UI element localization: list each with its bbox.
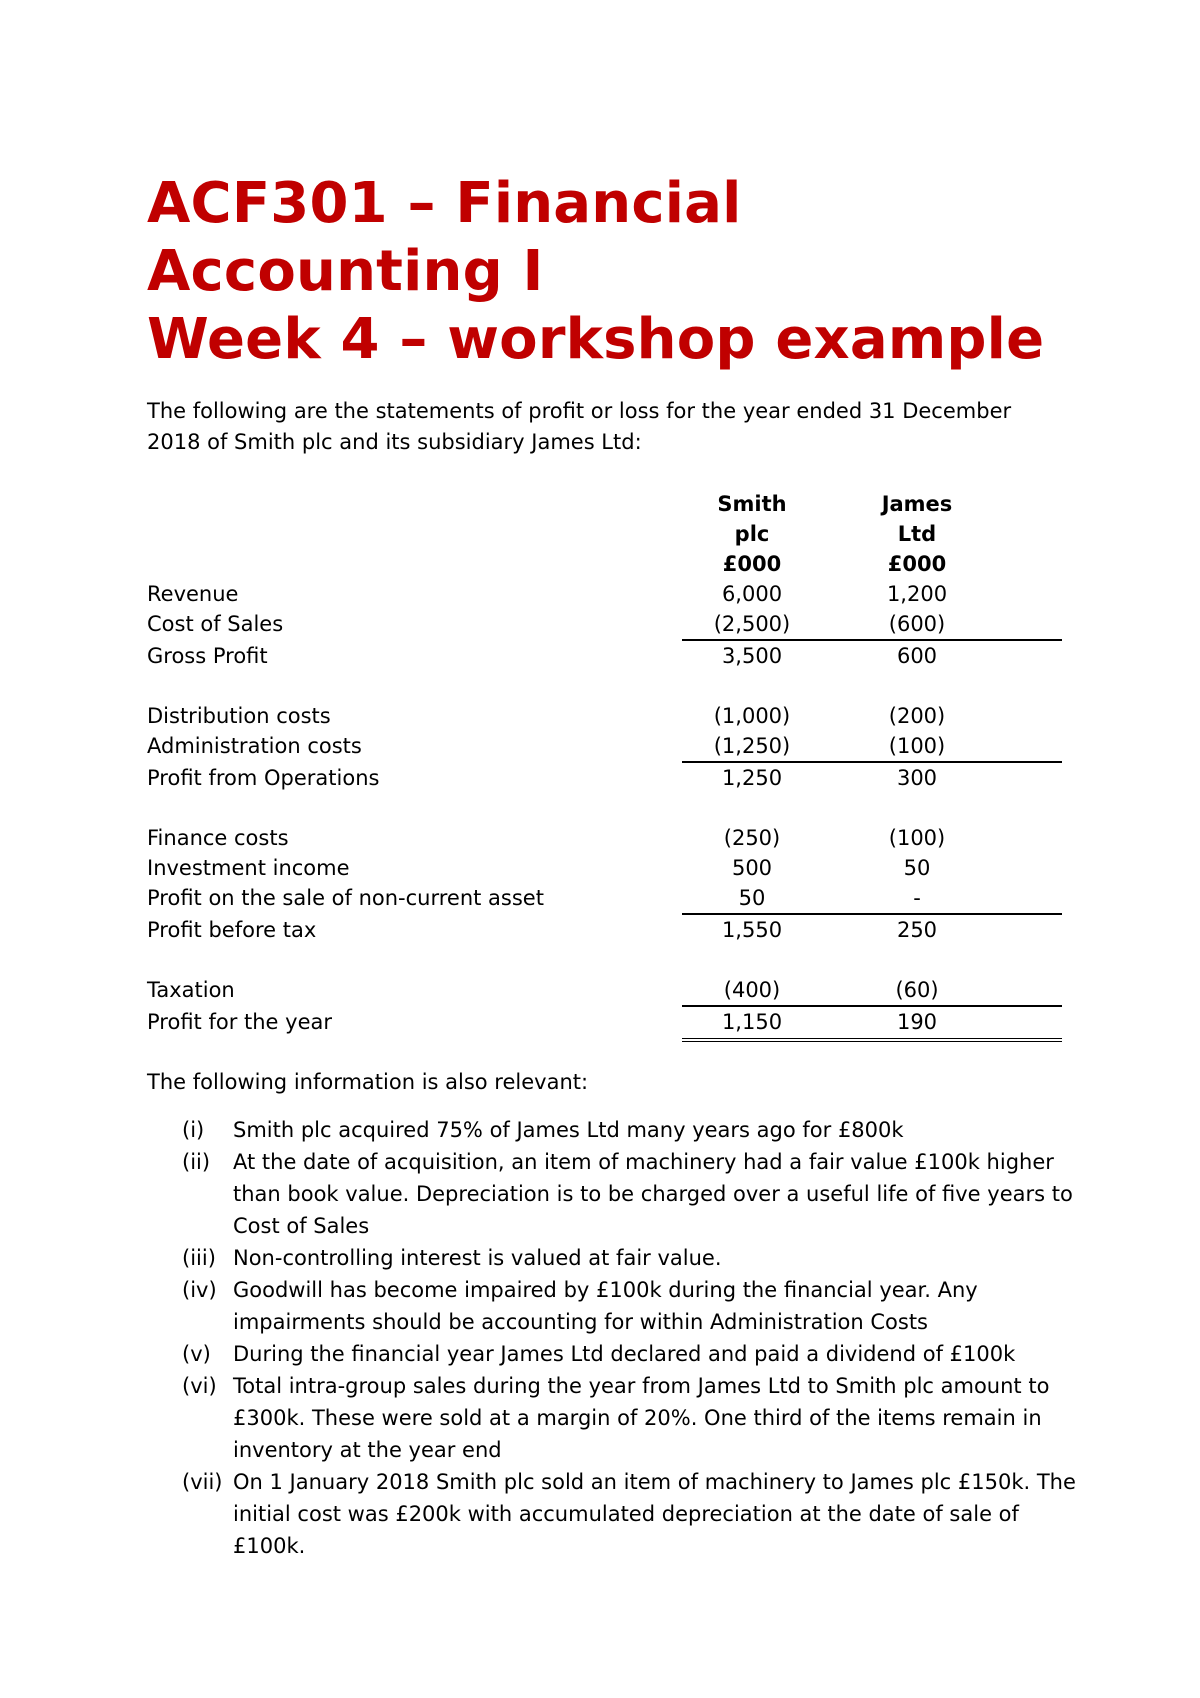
note-text: Goodwill has become impaired by £100k during the financial year. Any impairments should be accounting for within Administration Costs [233, 1278, 978, 1334]
row-label: Distribution costs [147, 704, 331, 728]
james-value: 300 [896, 766, 938, 790]
james-value: 250 [896, 918, 938, 942]
title-line-2: Accounting I [147, 239, 544, 304]
list-item [147, 1466, 1087, 1562]
info-heading: The following information is also relevant: [147, 1070, 589, 1094]
list-item [147, 1370, 1087, 1466]
list-item [147, 1338, 1087, 1370]
note-number: (iv) [182, 1278, 217, 1302]
row-label: Cost of Sales [147, 612, 284, 636]
title-line-3: Week 4 – workshop example [147, 307, 1045, 372]
note-number: (vii) [182, 1470, 223, 1494]
smith-value: 1,250 [721, 766, 783, 790]
smith-value: 500 [731, 856, 773, 880]
list-item [147, 1274, 1087, 1338]
note-text: Non-controlling interest is valued at fair value. [233, 1246, 722, 1270]
row-label: Gross Profit [147, 644, 268, 668]
row-label: Taxation [147, 978, 235, 1002]
row-label: Revenue [147, 582, 239, 606]
table-row [147, 579, 948, 609]
table-row [147, 701, 946, 731]
smith-value: (2,500) [713, 612, 791, 636]
note-text: During the financial year James Ltd declared and paid a dividend of £100k [233, 1342, 1016, 1366]
list-item [147, 1146, 1087, 1242]
james-value: (100) [888, 826, 946, 850]
note-number: (i) [182, 1118, 205, 1142]
smith-value: (250) [723, 826, 781, 850]
james-value: 600 [896, 644, 938, 668]
row-label: Investment income [147, 856, 350, 880]
table-header-row [147, 489, 953, 519]
table-row [147, 641, 938, 671]
header-smith-unit: £000 [722, 552, 782, 576]
row-label: Administration costs [147, 734, 362, 758]
smith-value: 1,150 [721, 1010, 783, 1034]
total-double-rule [682, 1038, 1062, 1042]
note-text: Total intra-group sales during the year from James Ltd to Smith plc amount to £300k. These were sold at a margin of 20%. One third of the items remain in inventory at the year end [233, 1374, 1050, 1462]
smith-value: (1,250) [713, 734, 791, 758]
note-text: On 1 January 2018 Smith plc sold an item of machinery to James plc £150k. The initial cost was £200k with accumulated depreciation at the date of sale of £100k. [233, 1470, 1076, 1558]
header-james: James [881, 492, 953, 516]
james-value: 50 [903, 856, 931, 880]
table-header-row [147, 549, 947, 579]
note-number: (ii) [182, 1150, 211, 1174]
header-smith: Smith [717, 492, 787, 516]
james-value: (60) [895, 978, 939, 1002]
row-label: Profit for the year [147, 1010, 332, 1034]
table-row [147, 823, 946, 853]
header-smith: plc [734, 522, 770, 546]
title-line-1: ACF301 – Financial [147, 171, 742, 236]
table-row [147, 763, 938, 793]
table-header-row [147, 519, 937, 549]
smith-value: 3,500 [721, 644, 783, 668]
table-row [147, 731, 946, 761]
table-row [147, 1007, 938, 1037]
note-number: (vi) [182, 1374, 217, 1398]
james-value: - [913, 886, 921, 910]
note-number: (iii) [182, 1246, 216, 1270]
james-value: (200) [888, 704, 946, 728]
header-james-unit: £000 [887, 552, 947, 576]
james-value: (100) [888, 734, 946, 758]
james-value: 1,200 [886, 582, 948, 606]
smith-value: (400) [723, 978, 781, 1002]
list-item [147, 1114, 1087, 1146]
table-row [147, 915, 938, 945]
smith-value: 50 [738, 886, 766, 910]
table-row [147, 609, 946, 639]
smith-value: (1,000) [713, 704, 791, 728]
table-row [147, 883, 921, 913]
notes-list [147, 1114, 1087, 1562]
note-text: Smith plc acquired 75% of James Ltd many years ago for £800k [233, 1118, 904, 1142]
table-row [147, 853, 931, 883]
intro-paragraph: The following are the statements of profit or loss for the year ended 31 December 2018 of Smith plc and its subsidiary James Ltd: [147, 399, 1012, 454]
header-james: Ltd [897, 522, 937, 546]
note-number: (v) [182, 1342, 211, 1366]
row-label: Finance costs [147, 826, 289, 850]
note-text: At the date of acquisition, an item of machinery had a fair value £100k higher than book value. Depreciation is to be charged over a useful life of five years to Cost of Sales [233, 1150, 1073, 1238]
smith-value: 1,550 [721, 918, 783, 942]
smith-value: 6,000 [721, 582, 783, 606]
row-label: Profit on the sale of non-current asset [147, 886, 544, 910]
row-label: Profit from Operations [147, 766, 380, 790]
list-item [147, 1242, 1087, 1274]
james-value: (600) [888, 612, 946, 636]
james-value: 190 [896, 1010, 938, 1034]
row-label: Profit before tax [147, 918, 317, 942]
table-row [147, 975, 939, 1005]
page-title [147, 170, 1044, 374]
